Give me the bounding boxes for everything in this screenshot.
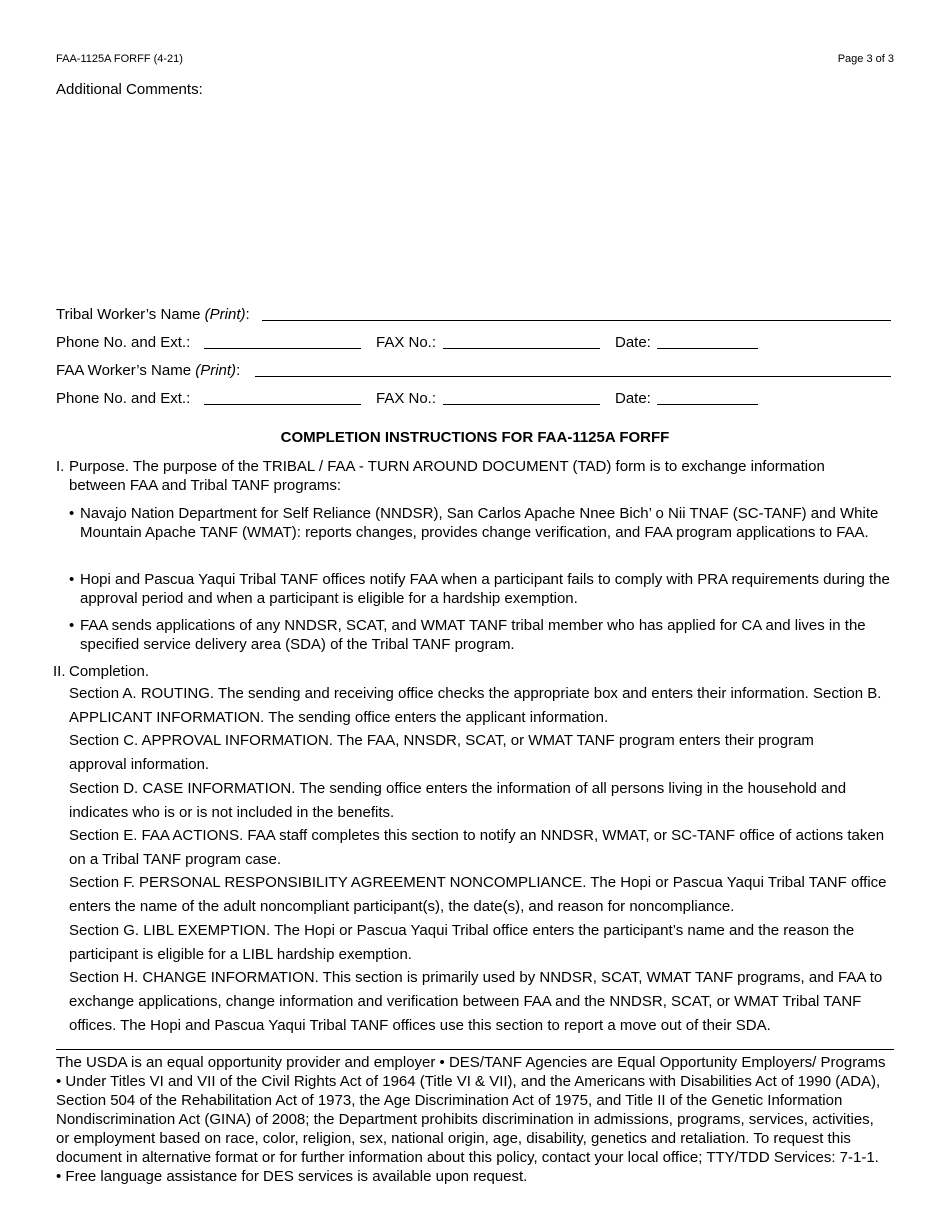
tribal-worker-label: Tribal Worker’s Name (Print):: [56, 306, 250, 323]
additional-comments-label: Additional Comments:: [56, 81, 203, 98]
section-f: Section F. PERSONAL RESPONSIBILITY AGREEMENT NONCOMPLIANCE. The Hopi or Pascua Yaqui Tribal TANF office enters the name of the adult noncompliant participant(s), the date(s), and reason for noncompliance.: [69, 874, 887, 915]
bullet-marker: •: [69, 571, 75, 588]
date-field-1[interactable]: [657, 348, 758, 349]
fax-label-1: FAX No.:: [376, 334, 437, 351]
date-label-1: Date:: [615, 334, 651, 351]
form-id: FAA-1125A FORFF (4-21): [56, 53, 183, 65]
bullet-item: Navajo Nation Department for Self Reliance (NNDSR), San Carlos Apache Nnee Bich’ o Nii TNAF (SC-TANF) and White Mountain Apache TANF (WMAT): reports changes, provides change verification, and FAA program applications to FAA.: [80, 505, 879, 541]
completion-marker: II.: [53, 663, 66, 680]
section-a-b: Section A. ROUTING. The sending and receiving office checks the appropriate box and enters their information. Section B. APPLICANT INFORMATION. The sending office enters the applicant information.: [69, 685, 882, 726]
fax-field-1[interactable]: [443, 348, 600, 349]
section-g: Section G. LIBL EXEMPTION. The Hopi or Pascua Yaqui Tribal office enters the participant’s name and the reason the participant is eligible for a LIBL hardship exemption.: [69, 922, 855, 963]
instructions-title: COMPLETION INSTRUCTIONS FOR FAA-1125A FORFF: [280, 429, 670, 446]
fax-field-2[interactable]: [443, 404, 600, 405]
bullet-marker: •: [69, 617, 75, 634]
footer-divider: [56, 1049, 894, 1050]
footer-notice: The USDA is an equal opportunity provider and employer • DES/TANF Agencies are Equal Opportunity Employers/ Programs • Under Titles VI and VII of the Civil Rights Act of 1964 (Title VI & VII), and the Americans with Disabilities Act of 1990 (ADA), Section 504 of the Rehabilitation Act of 1973, the Age Discrimination Act of 1975, and Title II of the Genetic Information Nondiscrimination Act (GINA) of 2008; the Department prohibits discrimination in admissions, programs, services, activities, or employment based on race, color, religion, sex, national origin, age, disability, genetics and retaliation. To request this document in alternative format or for further information about this policy, contact your local office; TTY/TDD Services: 7-1-1. • Free language assistance for DES services is available upon request.: [56, 1054, 886, 1185]
section-c: Section C. APPROVAL INFORMATION. The FAA, NNSDR, SCAT, or WMAT TANF program enters their program approval information.: [69, 732, 814, 773]
bullet-marker: •: [69, 505, 75, 522]
fax-label-2: FAX No.:: [376, 390, 437, 407]
phone-label-1: Phone No. and Ext.:: [56, 334, 191, 351]
bullet-item: Hopi and Pascua Yaqui Tribal TANF offices notify FAA when a participant fails to comply with PRA requirements during the approval period and when a participant is eligible for a hardship exemption.: [80, 571, 890, 607]
date-label-2: Date:: [615, 390, 651, 407]
section-d: Section D. CASE INFORMATION. The sending office enters the information of all persons living in the household and indicates who is or is not included in the benefits.: [69, 780, 847, 821]
tribal-worker-name-field[interactable]: [262, 320, 891, 321]
date-field-2[interactable]: [657, 404, 758, 405]
section-h: Section H. CHANGE INFORMATION. This section is primarily used by NNDSR, SCAT, WMAT TANF programs, and FAA to exchange applications, change information and verification between FAA and the NNDSR, SCAT, or WMAT Tribal TANF offices. The Hopi and Pascua Yaqui Tribal TANF offices use this section to report a move out of their SDA.: [69, 969, 883, 1034]
phone-field-2[interactable]: [204, 404, 361, 405]
purpose-text: Purpose. The purpose of the TRIBAL / FAA - TURN AROUND DOCUMENT (TAD) form is to exchange information between FAA and Tribal TANF programs:: [69, 458, 825, 494]
faa-worker-name-field[interactable]: [255, 376, 891, 377]
completion-label: Completion.: [69, 663, 150, 680]
faa-worker-label: FAA Worker’s Name (Print):: [56, 362, 241, 379]
phone-label-2: Phone No. and Ext.:: [56, 390, 191, 407]
section-e: Section E. FAA ACTIONS. FAA staff completes this section to notify an NNDSR, WMAT, or SC-TANF office of actions taken on a Tribal TANF program case.: [69, 827, 885, 868]
phone-field-1[interactable]: [204, 348, 361, 349]
bullet-item: FAA sends applications of any NNDSR, SCAT, and WMAT TANF tribal member who has applied for CA and lives in the specified service delivery area (SDA) of the Tribal TANF program.: [80, 617, 866, 653]
page-number: Page 3 of 3: [837, 53, 894, 65]
purpose-marker: I.: [56, 458, 65, 475]
